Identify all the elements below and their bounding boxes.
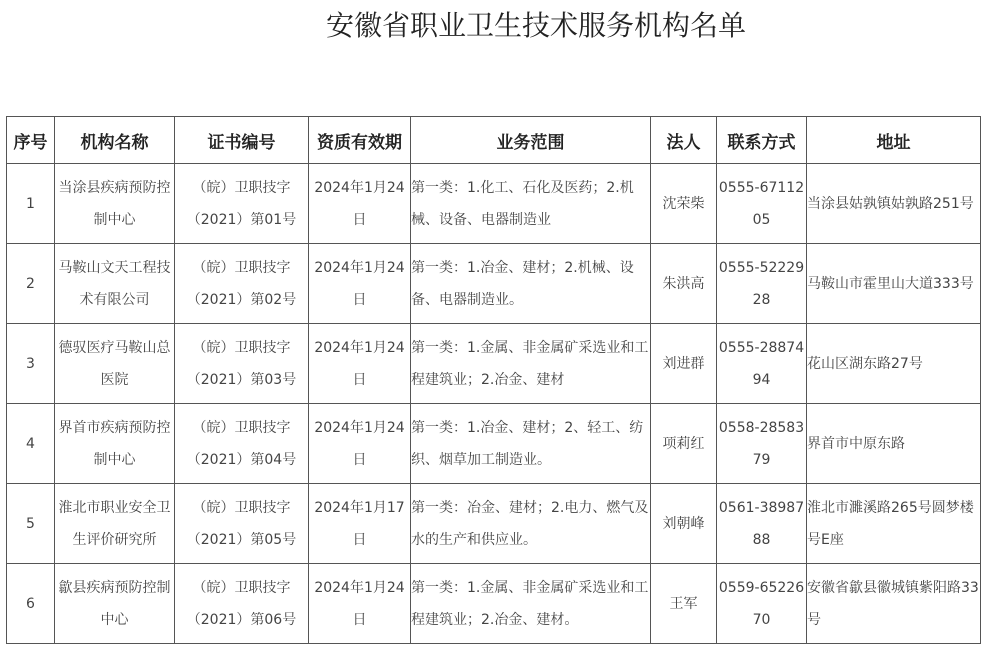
cell-cert: （皖）卫职技字（2021）第01号 [175, 164, 309, 244]
header-valid: 资质有效期 [309, 117, 411, 164]
cell-address: 淮北市濉溪路265号圆梦楼号E座 [807, 484, 981, 564]
cell-seq: 4 [7, 404, 55, 484]
cell-phone: 0555-5222928 [717, 244, 807, 324]
cell-valid: 2024年1月24日 [309, 404, 411, 484]
header-name: 机构名称 [55, 117, 175, 164]
cell-cert: （皖）卫职技字（2021）第03号 [175, 324, 309, 404]
cell-address: 安徽省歙县徽城镇紫阳路33号 [807, 564, 981, 644]
cell-address: 花山区湖东路27号 [807, 324, 981, 404]
cell-name: 界首市疾病预防控制中心 [55, 404, 175, 484]
cell-cert: （皖）卫职技字（2021）第06号 [175, 564, 309, 644]
cell-address: 界首市中原东路 [807, 404, 981, 484]
cell-phone: 0555-2887494 [717, 324, 807, 404]
cell-scope: 第一类：1.金属、非金属矿采选业和工程建筑业；2.冶金、建材。 [411, 564, 651, 644]
cell-valid: 2024年1月24日 [309, 244, 411, 324]
cell-seq: 5 [7, 484, 55, 564]
cell-valid: 2024年1月17日 [309, 484, 411, 564]
cell-scope: 第一类：冶金、建材；2.电力、燃气及水的生产和供应业。 [411, 484, 651, 564]
cell-name: 淮北市职业安全卫生评价研究所 [55, 484, 175, 564]
institution-table [6, 116, 981, 644]
cell-person: 朱洪高 [651, 244, 717, 324]
cell-phone: 0561-3898788 [717, 484, 807, 564]
cell-address: 马鞍山市霍里山大道333号 [807, 244, 981, 324]
header-address: 地址 [807, 117, 981, 164]
header-person: 法人 [651, 117, 717, 164]
cell-name: 当涂县疾病预防控制中心 [55, 164, 175, 244]
cell-phone: 0555-6711205 [717, 164, 807, 244]
cell-scope: 第一类：1.冶金、建材；2.机械、设备、电器制造业。 [411, 244, 651, 324]
cell-name: 歙县疾病预防控制中心 [55, 564, 175, 644]
header-phone: 联系方式 [717, 117, 807, 164]
cell-seq: 2 [7, 244, 55, 324]
cell-seq: 1 [7, 164, 55, 244]
table-row [7, 564, 981, 644]
header-scope: 业务范围 [411, 117, 651, 164]
cell-person: 王军 [651, 564, 717, 644]
cell-seq: 3 [7, 324, 55, 404]
cell-cert: （皖）卫职技字（2021）第02号 [175, 244, 309, 324]
cell-person: 项莉红 [651, 404, 717, 484]
table-row [7, 244, 981, 324]
cell-scope: 第一类：1.化工、石化及医药；2.机械、设备、电器制造业 [411, 164, 651, 244]
cell-person: 沈荣柴 [651, 164, 717, 244]
cell-person: 刘朝峰 [651, 484, 717, 564]
header-cert: 证书编号 [175, 117, 309, 164]
cell-seq: 6 [7, 564, 55, 644]
table-row [7, 404, 981, 484]
cell-scope: 第一类：1.冶金、建材；2、轻工、纺织、烟草加工制造业。 [411, 404, 651, 484]
cell-cert: （皖）卫职技字（2021）第05号 [175, 484, 309, 564]
table-row [7, 484, 981, 564]
cell-scope: 第一类：1.金属、非金属矿采选业和工程建筑业；2.冶金、建材 [411, 324, 651, 404]
cell-person: 刘进群 [651, 324, 717, 404]
cell-address: 当涂县姑孰镇姑孰路251号 [807, 164, 981, 244]
page-title: 安徽省职业卫生技术服务机构名单 [325, 9, 746, 42]
cell-name: 德驭医疗马鞍山总医院 [55, 324, 175, 404]
header-seq: 序号 [7, 117, 55, 164]
cell-phone: 0559-6522670 [717, 564, 807, 644]
cell-valid: 2024年1月24日 [309, 164, 411, 244]
cell-valid: 2024年1月24日 [309, 324, 411, 404]
cell-name: 马鞍山文天工程技术有限公司 [55, 244, 175, 324]
cell-valid: 2024年1月24日 [309, 564, 411, 644]
table-row [7, 324, 981, 404]
table-header-row [7, 117, 981, 164]
table-row [7, 164, 981, 244]
cell-cert: （皖）卫职技字（2021）第04号 [175, 404, 309, 484]
cell-phone: 0558-2858379 [717, 404, 807, 484]
